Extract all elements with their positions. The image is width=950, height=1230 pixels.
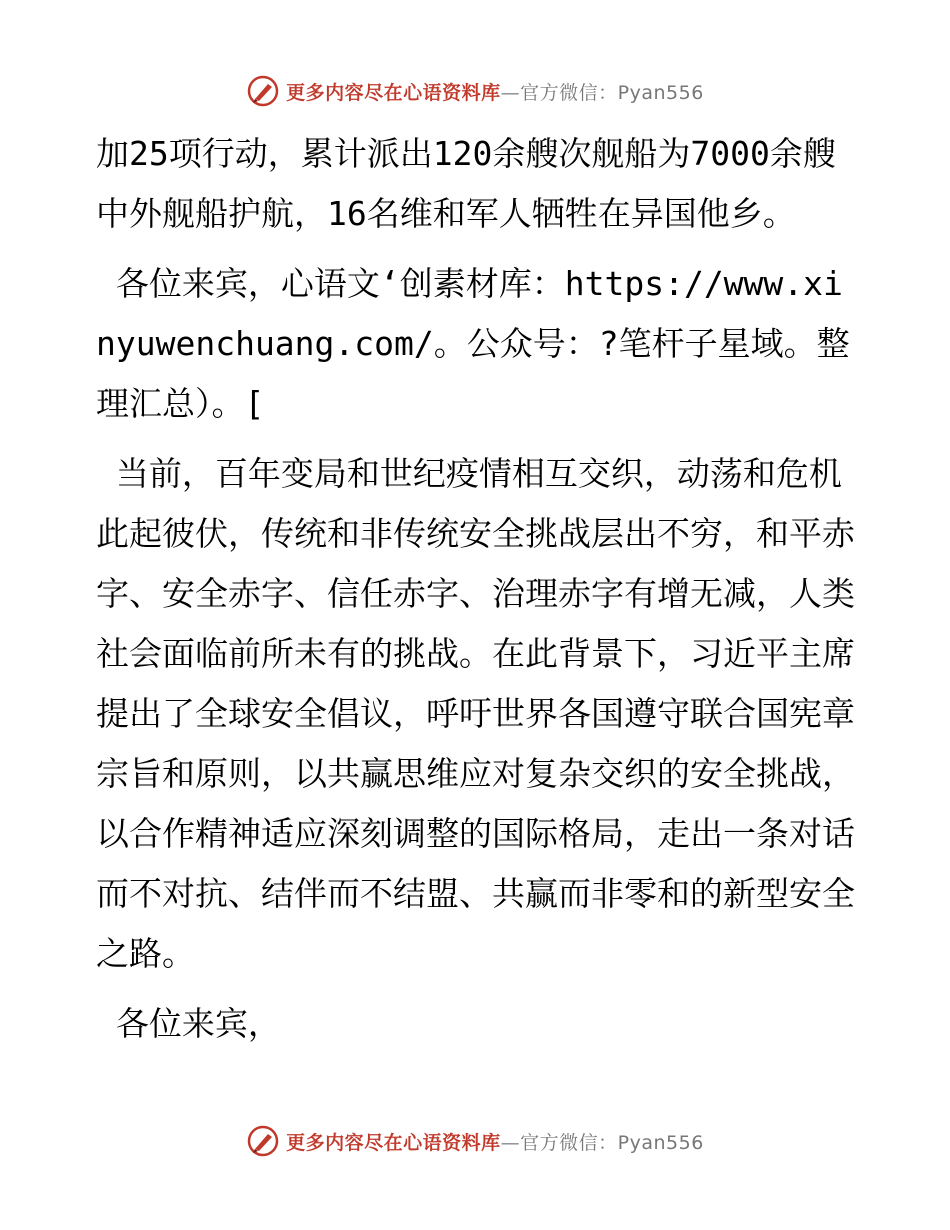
watermark-wechat: 官方微信：Pyan556 [520,81,704,104]
pen-nib-logo-icon [246,1124,280,1158]
header-watermark [0,71,950,111]
paragraph-4: 各位来宾， [96,1004,281,1043]
paragraph-1: 加25项行动，累计派出120余艘次舰船为7000余艘中外舰船护航，16名维和军人牺牲在异国他乡。 [96,134,836,233]
footer-watermark [0,1121,950,1161]
document-body [96,124,856,1064]
watermark-text [286,78,704,105]
watermark-main: 更多内容尽在心语资料库 [286,81,501,104]
pen-nib-logo-icon [246,74,280,108]
watermark-wechat: 官方微信：Pyan556 [520,1131,704,1154]
watermark-main: 更多内容尽在心语资料库 [286,1131,501,1154]
paragraph-3: 当前，百年变局和世纪疫情相互交织，动荡和危机此起彼伏，传统和非传统安全挑战层出不穷，和平赤字、安全赤字、信任赤字、治理赤字有增无减，人类社会面临前所未有的挑战。在此背景下，习近平主席提出了全球安全倡议，呼吁世界各国遵守联合国宪章宗旨和原则，以共赢思维应对复杂交织的安全挑战，以合作精神适应深刻调整的国际格局，走出一条对话而不对抗、结伴而不结盟、共赢而非零和的新型安全之路。 [96,454,855,973]
paragraph-2: 各位来宾，心语文ʻ创素材库：https://www.xinyuwenchuang.com/。公众号：?笔杆子星域。整理汇总）。[ [96,264,850,423]
watermark-text [286,1128,704,1155]
watermark-separator: — [500,81,521,104]
watermark-separator: — [500,1131,521,1154]
